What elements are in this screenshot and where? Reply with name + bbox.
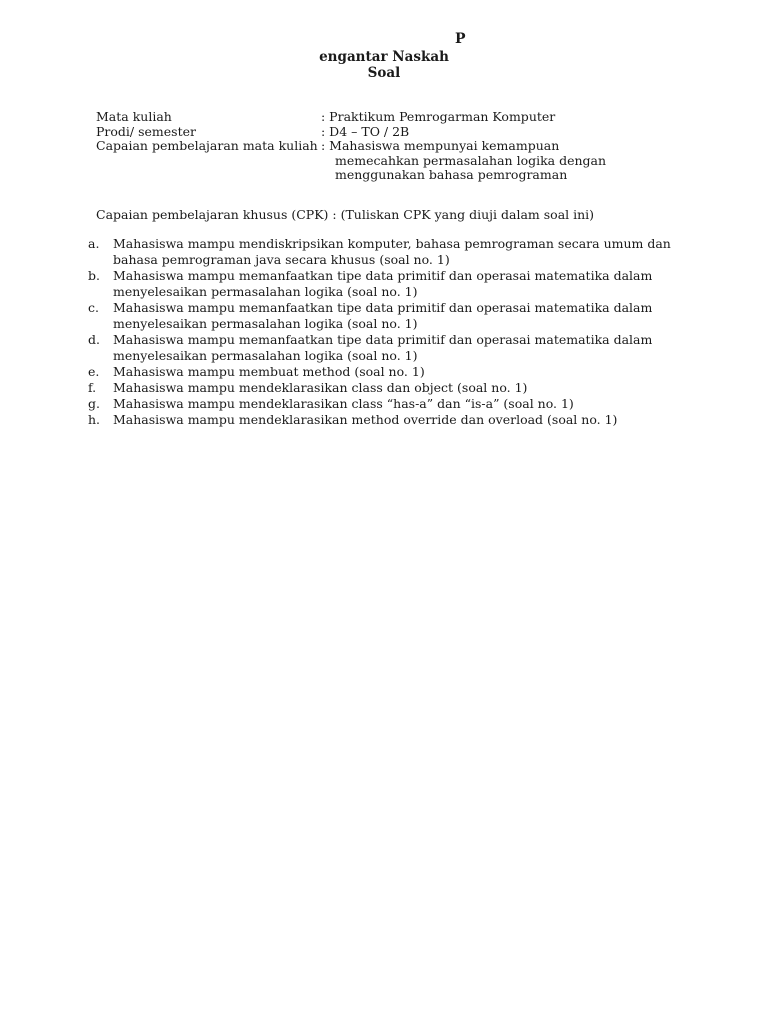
list-item — [88, 412, 688, 428]
list-item — [88, 268, 688, 300]
list-item-line: Mahasiswa mampu mendeklarasikan class dan object (soal no. 1) — [113, 380, 528, 395]
cpk-list — [88, 236, 688, 428]
list-item-line: Mahasiswa mampu memanfaatkan tipe data primitif dan operasai matematika dalam — [113, 332, 653, 347]
info-label: Mata kuliah — [96, 109, 172, 124]
list-marker: d. — [88, 332, 100, 347]
list-item-line: bahasa pemrograman java secara khusus (soal no. 1) — [113, 252, 450, 267]
title-line-1: P — [455, 31, 466, 47]
list-item-line: menyelesaikan permasalahan logika (soal no. 1) — [113, 284, 418, 299]
list-item — [88, 300, 688, 332]
list-item — [88, 364, 688, 380]
list-item-line: Mahasiswa mampu mendeklarasikan class “has-a” dan “is-a” (soal no. 1) — [113, 396, 574, 411]
title-line-3: Soal — [367, 65, 401, 81]
info-value-continuation: memecahkan permasalahan logika dengan — [335, 152, 607, 168]
title-line-2-text: engantar Naskah — [319, 49, 449, 65]
info-label: Capaian pembelajaran mata kuliah — [96, 138, 318, 153]
list-marker: a. — [88, 236, 100, 251]
list-item — [88, 380, 688, 396]
info-label: Prodi/ semester — [96, 123, 196, 139]
info-value: : Praktikum Pemrogarman Komputer — [321, 109, 556, 124]
list-marker: h. — [88, 412, 101, 427]
title-line-2 — [0, 49, 768, 65]
info-value: : D4 – TO / 2B — [321, 123, 410, 139]
list-marker: c. — [88, 300, 99, 315]
info-value: : Mahasiswa mempunyai kemampuan — [321, 138, 560, 153]
list-item-line: Mahasiswa mampu memanfaatkan tipe data primitif dan operasai matematika dalam — [113, 268, 653, 283]
list-item — [88, 236, 688, 268]
list-item-line: menyelesaikan permasalahan logika (soal no. 1) — [113, 316, 418, 331]
cpk-heading: Capaian pembelajaran khusus (CPK) : (Tuliskan CPK yang diuji dalam soal ini) — [96, 207, 595, 222]
list-marker: g. — [88, 396, 100, 411]
list-marker: b. — [88, 268, 100, 283]
list-marker: e. — [88, 364, 100, 379]
info-value-continuation: menggunakan bahasa pemrograman — [335, 167, 568, 182]
list-item-line: Mahasiswa mampu membuat method (soal no. 1) — [113, 364, 425, 379]
list-item-line: Mahasiswa mampu memanfaatkan tipe data primitif dan operasai matematika dalam — [113, 300, 653, 315]
list-item-line: Mahasiswa mampu mendiskripsikan komputer, bahasa pemrograman secara umum dan — [113, 236, 671, 251]
list-item-line: Mahasiswa mampu mendeklarasikan method override dan overload (soal no. 1) — [113, 412, 618, 427]
list-item — [88, 332, 688, 364]
list-marker: f. — [88, 380, 97, 395]
list-item-line: menyelesaikan permasalahan logika (soal no. 1) — [113, 348, 418, 363]
list-item — [88, 396, 688, 412]
